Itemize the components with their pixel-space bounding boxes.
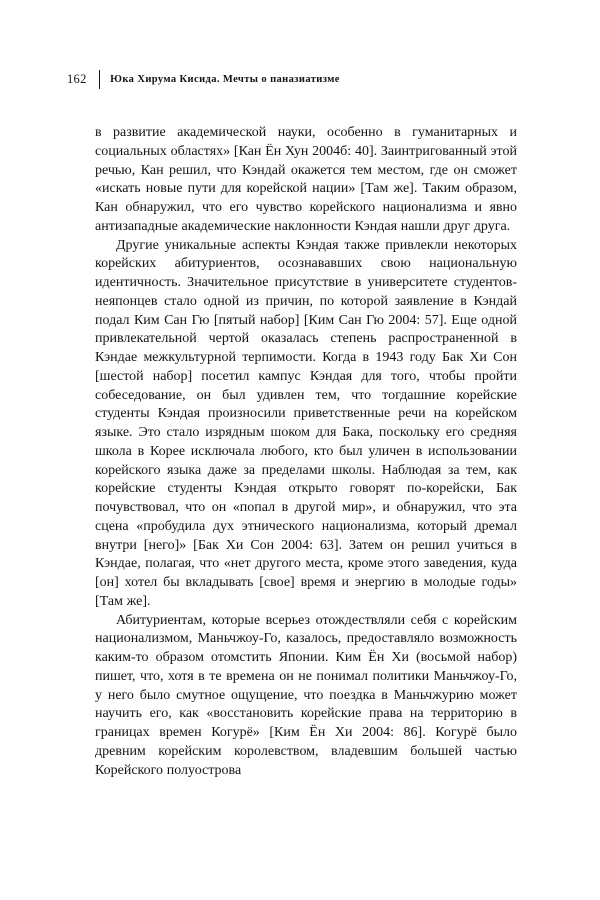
page-header [67,70,515,88]
paragraph: Другие уникальные аспекты Кэндая также привлекли некоторых корейских абитуриентов, осознававших свою национальную идентичность. Значительное присутствие в университете студентов-неяпонцев стало одной из причин, по которой заявление в Кэндай подал Ким Сан Гю [пятый набор] [Ким Сан Гю 2004: 57]. Еще одной привлекательной чертой оказалась степень распространенной в Кэндае межкультурной терпимости. Когда в 1943 году Бак Хи Сон [шестой набор] посетил кампус Кэндая для того, чтобы пройти собеседование, он был удивлен тем, что тогдашние корейские студенты Кэндая произносили приветственные речи на корейском языке. Это стало изрядным шоком для Бака, поскольку его средняя школа в Корее исключала любого, кто был уличен в использовании корейского языка даже за пределами школы. Наблюдая за тем, как корейские студенты Кэндая открыто говорят по-корейски, Бак почувствовал, что он «попал в другой мир», и обнаружил, что эта сцена «пробудила дух этнического национализма, который дремал внутри [него]» [Бак Хи Сон 2004: 63]. Затем он решил учиться в Кэндае, полагая, что «нет другого места, кроме этого заведения, куда [он] хотел бы вкладывать [свое] время и энергию в молодые годы» [Там же]. [95,237,517,609]
paragraph: Абитуриентам, которые всерьез отождествляли себя с корейским национализмом, Маньчжоу-Го, казалось, предоставляло возможность каким-то образом отомстить Японии. Ким Ён Хи (восьмой набор) пишет, что, хотя в те времена он не понимал политики Маньчжоу-Го, у него было смутное ощущение, что поездка в Маньчжурию может научить его, как «восстановить корейские права на территорию в границах времен Когурё» [Ким Ён Хи 2004: 86]. Когурё было древним корейским королевством, владевшим большей частью Корейского полуострова [95,612,517,778]
header-divider [99,70,101,89]
running-title: Юка Хирума Кисида. Мечты о паназиатизме [110,73,340,85]
paragraph-continuation: в развитие академической науки, особенно в гуманитарных и социальных областях» [Кан Ён Хун 2004б: 40]. Заинтригованный этой речью, Кан решил, что Кэндай окажется тем местом, где он сможет «искать новые пути для корейской нации» [Там же]. Таким образом, Кан обнаружил, что его чувство корейского национализма и явно антизападные академические наклонности Кэндая нашли друг друга. [95,125,517,234]
page-number: 162 [67,71,87,86]
body-text [95,124,517,780]
